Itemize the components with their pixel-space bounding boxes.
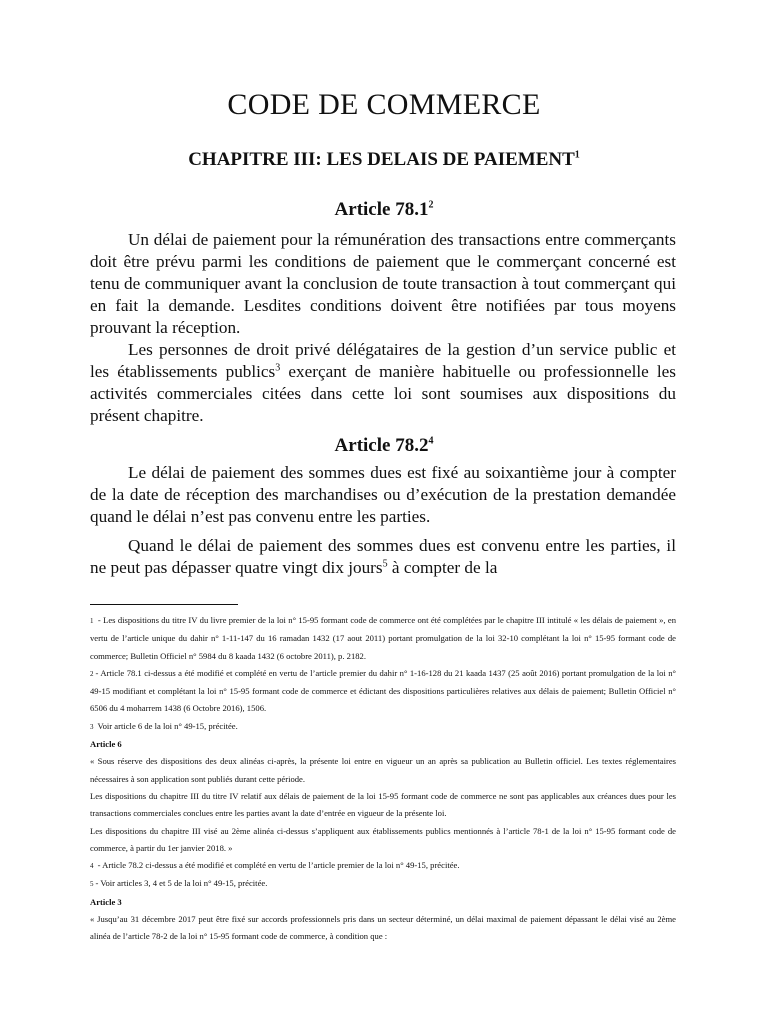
footnote-text: Voir article 6 de la loi n° 49-15, précitée.: [95, 720, 238, 731]
paragraph-text: Quand le délai de paiement des sommes dues est convenu entre les parties, il ne peut pas dépasser quatre vingt dix jours: [90, 536, 676, 577]
chapter-title-text: CHAPITRE III: LES DELAIS DE PAIEMENT: [188, 149, 575, 170]
footnote: [90, 612, 676, 665]
footnote-text: - Les dispositions du titre IV du livre premier de la loi n° 15-95 formant code de commerce ont été complétées par le chapitre III intitulé « les délais de paiement », en vertu de l’article unique du dahir n° 1-11-147 du 16 ramadan 1432 (17 aout 2011) portant promulgation de la loi 32-10 complétant la loi n° 15-95 formant code de commerce; Bulletin Officiel n° 5984 du 8 kaada 1432 (6 octobre 2011), p. 2182.: [90, 615, 676, 661]
footnote-quote: Les dispositions du chapitre III visé au 2ème alinéa ci-dessus s’appliquent aux établissements publics mentionnés à l’article 78-1 de la loi n° 15-95 formant code de commerce, à partir du 1er janvier 2018. »: [90, 825, 676, 853]
footnote-ref: 3: [275, 362, 281, 374]
footnotes: [90, 612, 676, 946]
footnote-number: 2: [90, 669, 94, 678]
paragraph-text: exerçant de manière habituelle ou professionnelle les activités commerciales citées dans cette loi sont soumises aux dispositions du présent chapitre.: [90, 362, 676, 425]
article-heading: [0, 199, 768, 221]
footnote: [90, 718, 676, 736]
footnote-ref: 5: [382, 558, 388, 570]
footnote-ref: 1: [574, 149, 580, 161]
article-heading: [0, 435, 768, 457]
paragraph-text: à compter de la: [387, 558, 498, 577]
document-title: CODE DE COMMERCE: [227, 88, 541, 121]
footnote-separator: [90, 604, 238, 605]
article-heading-text: Article 78.2: [334, 435, 429, 456]
footnote: [90, 665, 676, 718]
article-paragraph: Un délai de paiement pour la rémunération des transactions entre commerçants doit être prévu parmi les conditions de paiement que le commerçant concerné est tenu de communiquer avant la conclusion de toute transaction à tout commerçant qui en fait la demande. Lesdites conditions doivent être notifiées par tous moyens prouvant la réception.: [90, 230, 676, 337]
footnote-text: - Voir articles 3, 4 et 5 de la loi n° 49-15, précitée.: [95, 878, 268, 889]
chapter-title: [0, 149, 768, 171]
footnote-quote: « Jusqu’au 31 décembre 2017 peut être fixé sur accords professionnels pris dans un secteur déterminé, un délai maximal de paiement dépassant le délai visé au 2ème alinéa de l’article 78-2 de la loi n° 15-95 formant code de commerce, à condition que :: [90, 914, 676, 942]
footnote-number: 3: [90, 722, 94, 731]
footnote-ref: 4: [428, 435, 434, 447]
footnote: [90, 875, 676, 893]
paragraph-text: Les personnes de droit privé délégataires de la gestion d’un service public et les établissements publics: [90, 340, 676, 381]
footnote-ref: 2: [428, 199, 434, 211]
footnote-text: - Article 78.2 ci-dessus a été modifié et complété en vertu de l’article premier de la loi n° 49-15, précitée.: [95, 860, 460, 871]
footnote-number: 4: [90, 862, 94, 871]
footnote-quote: « Sous réserve des dispositions des deux alinéas ci-après, la présente loi entre en vigueur un an après sa publication au Bulletin officiel. Les textes réglementaires nécessaires à son application sont publiés durant cette période.: [90, 756, 676, 784]
article-paragraph: [90, 535, 676, 579]
footnote-article-heading: Article 6: [90, 739, 122, 750]
footnote: [90, 857, 676, 875]
footnote-number: 1: [90, 617, 94, 625]
footnote-article-heading: Article 3: [90, 896, 122, 907]
footnote-number: 5: [90, 880, 94, 889]
footnote-quote: Les dispositions du chapitre III du titre IV relatif aux délais de paiement de la loi 15-95 formant code de commerce ne sont pas applicables aux créances dues pour les transactions commerciales conclues entre les parties avant la date d’entrée en vigueur de la présente loi.: [90, 790, 676, 819]
footnote-text: - Article 78.1 ci-dessus a été modifié et complété en vertu de l’article premier du dahir n° 1-16-128 du 21 kaada 1437 (25 août 2016) portant promulgation de la loi n° 49-15 modifiant et complétant la loi n° 15-95 formant code de commerce et édictant des dispositions particulières relatives aux délais de paiement; Bulletin Officiel n° 6506 du 4 moharrem 1438 (6 Octobre 2016), 1506.: [90, 667, 676, 714]
article-paragraph: [90, 339, 676, 427]
article-heading-text: Article 78.1: [334, 199, 429, 220]
article-paragraph: Le délai de paiement des sommes dues est fixé au soixantième jour à compter de la date de réception des marchandises ou d’exécution de la prestation demandée quand le délai n’est pas convenu entre les parties.: [90, 463, 676, 526]
